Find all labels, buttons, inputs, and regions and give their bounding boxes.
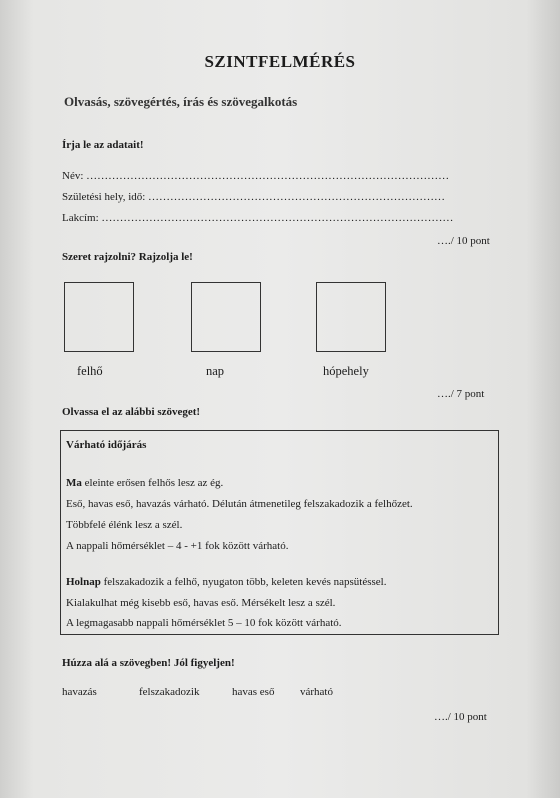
word-item: havas eső <box>232 686 275 698</box>
caption-cloud: felhő <box>77 364 103 378</box>
page-title: SZINTFELMÉRÉS <box>204 52 356 71</box>
caption-snowflake: hópehely <box>323 364 369 378</box>
drawing-box-sun <box>191 282 261 352</box>
drawing-heading: Szeret rajzolni? Rajzolja le! <box>62 251 193 263</box>
section4-points: …./ 10 pont <box>434 711 487 723</box>
reading-heading: Olvassa el az alábbi szöveget! <box>62 406 201 418</box>
forecast-para2-lead: Holnap <box>66 576 101 588</box>
forecast-para1-line2: Eső, havas eső, havazás várható. Délután átmenetileg felszakadozik a felhőzet. <box>66 498 413 510</box>
underline-heading: Húzza alá a szövegben! Jól figyeljen! <box>62 657 235 669</box>
address-field: Lakcím: …………………………………………………………………………………… <box>62 212 454 224</box>
forecast-text-box <box>60 430 499 635</box>
page-subtitle: Olvasás, szövegértés, írás és szövegalkotás <box>64 94 298 109</box>
forecast-para1-line1: Ma eleinte erősen felhős lesz az ég. <box>66 477 224 489</box>
section1-points: …./ 10 pont <box>437 235 490 247</box>
forecast-para2-line2: Kialakulhat még kisebb eső, havas eső. Mérsékelt lesz a szél. <box>66 597 336 609</box>
drawing-box-cloud <box>64 282 134 352</box>
birth-place-date-field: Születési hely, idő: ……………………………………………………………………… <box>62 191 446 203</box>
word-item: várható <box>300 686 333 698</box>
forecast-para1-line3: Többfelé élénk lesz a szél. <box>66 519 183 531</box>
personal-data-heading: Írja le az adatait! <box>62 139 144 151</box>
forecast-title: Várható időjárás <box>66 439 147 451</box>
drawing-box-snowflake <box>316 282 386 352</box>
caption-sun: nap <box>206 364 225 378</box>
word-item: havazás <box>62 686 97 698</box>
forecast-para1-lead: Ma <box>66 477 82 489</box>
forecast-para2-line1: Holnap felszakadozik a felhő, nyugaton több, keleten kevés napsütéssel. <box>66 576 387 588</box>
section2-points: …./ 7 pont <box>437 388 485 400</box>
name-field: Név: ……………………………………………………………………………………… <box>62 170 450 182</box>
forecast-para2-line3: A legmagasabb nappali hőmérséklet 5 – 10 fok között várható. <box>66 617 342 629</box>
forecast-para1-line4: A nappali hőmérséklet – 4 - +1 fok között várható. <box>66 540 289 552</box>
word-item: felszakadozik <box>139 686 200 698</box>
